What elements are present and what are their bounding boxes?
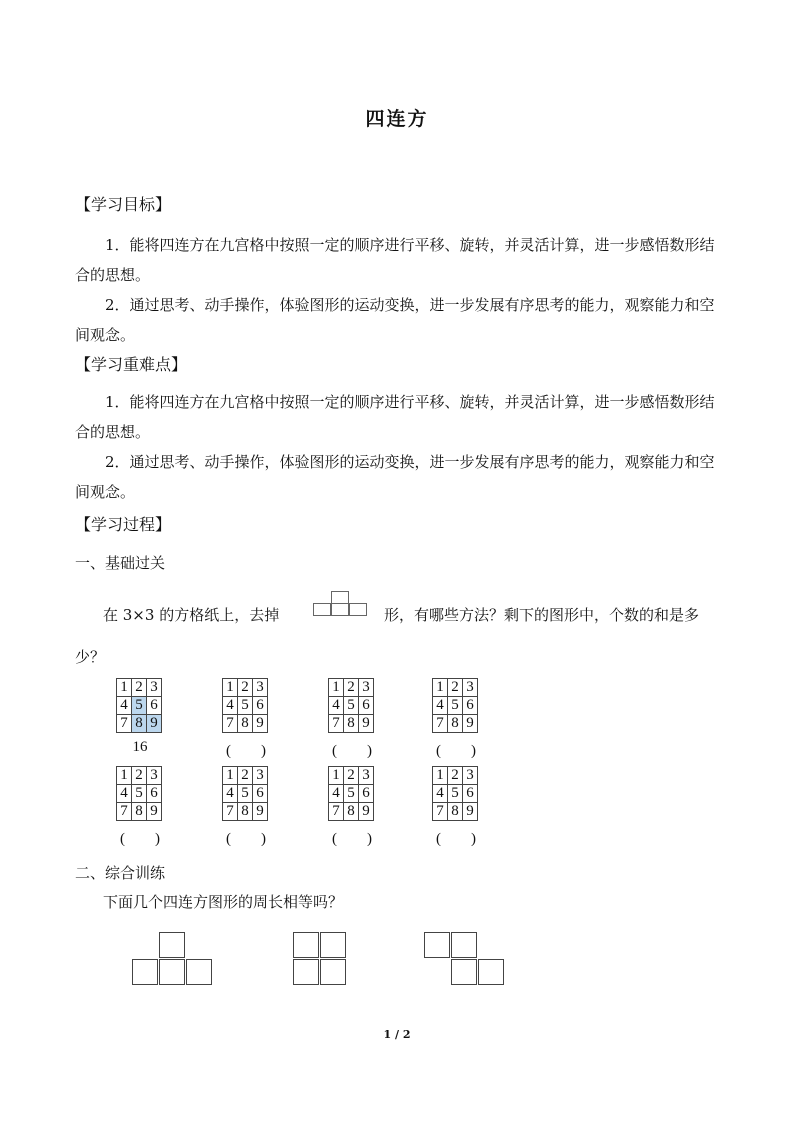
square — [331, 603, 349, 616]
grid-cell: 4 — [117, 697, 132, 715]
grid-cell: 8 — [448, 803, 463, 821]
grid-cell: 5 — [448, 785, 463, 803]
grid-cell: 4 — [433, 697, 448, 715]
grid-cell: 3 — [359, 679, 374, 697]
grid-cell: 7 — [329, 715, 344, 733]
answer-blank: ( ) — [436, 831, 476, 847]
grid-cell: 4 — [117, 785, 132, 803]
grid-cell: 6 — [359, 785, 374, 803]
grid-cell: 6 — [253, 785, 268, 803]
answer-blank: ( ) — [332, 831, 372, 847]
page-title: 四连方 — [365, 108, 429, 130]
grid-cell: 2 — [344, 679, 359, 697]
grid-cell: 9 — [463, 715, 478, 733]
grid-cell: 2 — [238, 679, 253, 697]
goals-heading: 【学习目标】 — [75, 195, 172, 214]
number-grid — [222, 766, 268, 821]
number-grid — [116, 766, 162, 821]
square — [478, 959, 504, 985]
grid-cell: 5 — [238, 785, 253, 803]
grid-cell: 1 — [223, 679, 238, 697]
process-heading: 【学习过程】 — [75, 515, 172, 534]
answer-blank: 16 — [132, 739, 148, 755]
square — [293, 932, 319, 958]
grid-cell: 3 — [463, 679, 478, 697]
grid-cell: 7 — [223, 715, 238, 733]
grid-cell: 9 — [147, 803, 162, 821]
grid-cell: 4 — [223, 785, 238, 803]
grid-cell: 7 — [329, 803, 344, 821]
grid-cell: 4 — [329, 697, 344, 715]
number-grid — [432, 766, 478, 821]
grid-cell: 5 — [132, 697, 147, 715]
square — [159, 959, 185, 985]
answer-blank: ( ) — [436, 743, 476, 759]
grid-cell: 5 — [344, 697, 359, 715]
key-points-heading: 【学习重难点】 — [75, 355, 188, 374]
square — [159, 932, 185, 958]
grid-cell: 3 — [253, 679, 268, 697]
grid-cell: 8 — [344, 803, 359, 821]
grid-cell: 3 — [253, 767, 268, 785]
grid-cell: 5 — [238, 697, 253, 715]
grid-cell: 1 — [329, 767, 344, 785]
grid-cell: 8 — [132, 715, 147, 733]
grid-cell: 3 — [463, 767, 478, 785]
part1-heading: 一、基础过关 — [75, 554, 166, 572]
grid-cell: 6 — [147, 785, 162, 803]
t-tetromino-small — [313, 591, 367, 617]
part2-question: 下面几个四连方图形的周长相等吗？ — [103, 893, 344, 911]
grid-cell: 8 — [448, 715, 463, 733]
square — [313, 603, 331, 616]
grid-cell: 5 — [344, 785, 359, 803]
grid-cell: 1 — [117, 679, 132, 697]
square — [451, 932, 477, 958]
part2-heading: 二、综合训练 — [75, 864, 166, 882]
answer-blank: ( ) — [226, 743, 266, 759]
square — [424, 932, 450, 958]
answer-blank: ( ) — [332, 743, 372, 759]
grid-cell: 9 — [359, 715, 374, 733]
grid-cell: 6 — [463, 697, 478, 715]
part1-question-c: 少？ — [75, 648, 106, 666]
square — [451, 959, 477, 985]
grid-cell: 3 — [147, 679, 162, 697]
goal-2: 2．通过思考、动手操作，体验图形的运动变换，进一步发展有序思考的能力，观察能力和空间观念。 — [75, 296, 715, 344]
grid-cell: 9 — [359, 803, 374, 821]
grid-cell: 8 — [344, 715, 359, 733]
grid-cell: 1 — [433, 679, 448, 697]
grid-cell: 8 — [238, 715, 253, 733]
grid-cell: 9 — [147, 715, 162, 733]
grid-cell: 9 — [253, 803, 268, 821]
grid-cell: 2 — [132, 767, 147, 785]
grid-cell: 3 — [147, 767, 162, 785]
grid-cell: 7 — [117, 715, 132, 733]
grid-cell: 2 — [238, 767, 253, 785]
square — [132, 959, 158, 985]
grid-cell: 2 — [448, 767, 463, 785]
grid-cell: 7 — [433, 715, 448, 733]
grid-cell: 9 — [463, 803, 478, 821]
grid-cell: 4 — [329, 785, 344, 803]
grid-cell: 6 — [253, 697, 268, 715]
t-tetromino — [132, 932, 214, 988]
square — [186, 959, 212, 985]
grid-cell: 8 — [132, 803, 147, 821]
grid-cell: 1 — [433, 767, 448, 785]
grid-cell: 1 — [223, 767, 238, 785]
number-grid — [328, 678, 374, 733]
square — [293, 959, 319, 985]
square — [320, 959, 346, 985]
square-tetromino — [293, 932, 349, 988]
number-grid — [432, 678, 478, 733]
goal-1: 1．能将四连方在九宫格中按照一定的顺序进行平移、旋转，并灵活计算，进一步感悟数形结合的思想。 — [75, 236, 715, 284]
number-grid — [328, 766, 374, 821]
answer-blank: ( ) — [120, 831, 160, 847]
page-number: 1 / 2 — [383, 1028, 411, 1041]
grid-cell: 3 — [359, 767, 374, 785]
grid-cell: 1 — [117, 767, 132, 785]
grid-cell: 5 — [132, 785, 147, 803]
grid-cell: 2 — [344, 767, 359, 785]
grid-cell: 7 — [117, 803, 132, 821]
key-point-2: 2．通过思考、动手操作，体验图形的运动变换，进一步发展有序思考的能力，观察能力和空间观念。 — [75, 453, 715, 501]
z-tetromino — [424, 932, 506, 988]
part1-question-a: 在 3×3 的方格纸上，去掉 — [103, 606, 280, 624]
grid-cell: 6 — [359, 697, 374, 715]
grid-cell: 5 — [448, 697, 463, 715]
number-grid — [116, 678, 162, 733]
grid-cell: 2 — [448, 679, 463, 697]
grid-cell: 7 — [223, 803, 238, 821]
grid-cell: 2 — [132, 679, 147, 697]
grid-cell: 1 — [329, 679, 344, 697]
square — [320, 932, 346, 958]
grid-cell: 4 — [433, 785, 448, 803]
grid-cell: 4 — [223, 697, 238, 715]
grid-cell: 9 — [253, 715, 268, 733]
grid-cell: 6 — [463, 785, 478, 803]
number-grid — [222, 678, 268, 733]
answer-blank: ( ) — [226, 831, 266, 847]
grid-cell: 6 — [147, 697, 162, 715]
part1-question-b: 形，有哪些方法？剩下的图形中，个数的和是多 — [384, 606, 700, 624]
grid-cell: 8 — [238, 803, 253, 821]
square — [349, 603, 367, 616]
grid-cell: 7 — [433, 803, 448, 821]
key-point-1: 1．能将四连方在九宫格中按照一定的顺序进行平移、旋转，并灵活计算，进一步感悟数形结合的思想。 — [75, 393, 715, 441]
